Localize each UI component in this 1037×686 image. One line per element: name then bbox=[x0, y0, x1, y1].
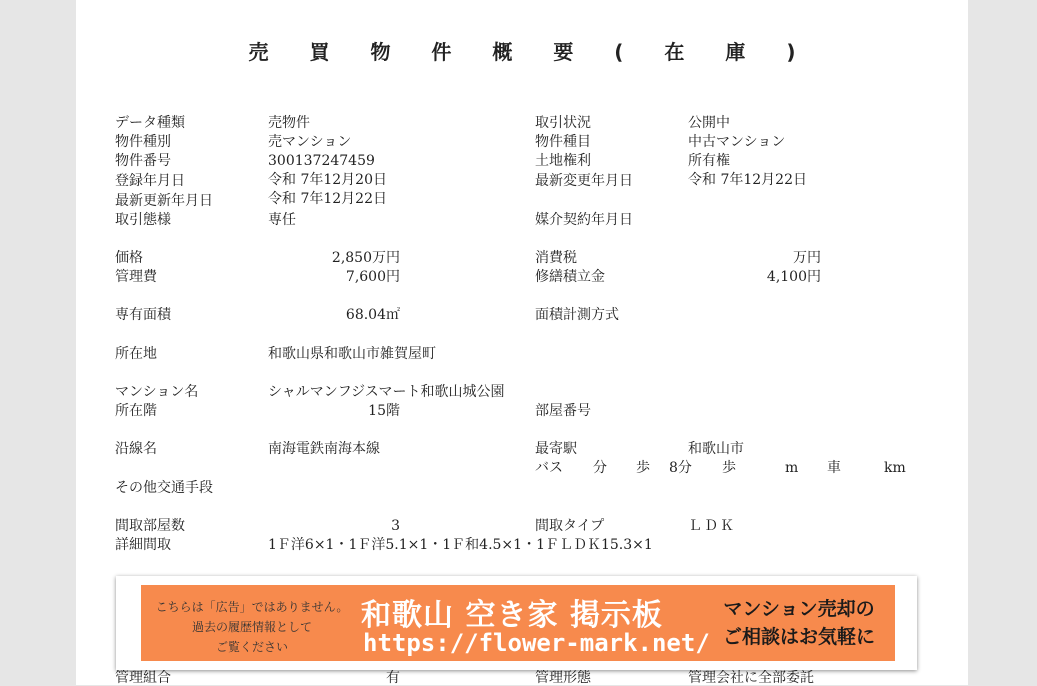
label-bus: バス bbox=[535, 460, 563, 476]
value-exclusive-area: 68.04㎡ bbox=[345, 307, 400, 323]
label-brokerage-date: 媒介契約年月日 bbox=[535, 212, 633, 228]
label-room-count: 間取部屋数 bbox=[115, 518, 185, 534]
value-latest-change-date: 令和 7年12月22日 bbox=[688, 172, 807, 188]
label-layout-detail: 詳細間取 bbox=[115, 537, 171, 553]
label-walk-1: 歩 bbox=[636, 460, 650, 476]
label-repair-reserve: 修繕積立金 bbox=[535, 269, 605, 285]
label-walk-2: 歩 bbox=[722, 460, 736, 476]
value-management-fee: 7,600円 bbox=[345, 269, 400, 285]
label-kilometers: km bbox=[884, 460, 906, 476]
ad-note-line-3: ご覧ください bbox=[215, 640, 288, 654]
label-latest-update-date: 最新更新年月日 bbox=[115, 193, 213, 209]
document-title: 売 買 物 件 概 要 ( 在 庫 ) bbox=[248, 40, 813, 64]
value-land-rights: 所有権 bbox=[688, 153, 730, 169]
label-land-rights: 土地権利 bbox=[535, 153, 591, 169]
ad-url-link[interactable]: https://flower-mark.net/ bbox=[363, 629, 710, 657]
label-price: 価格 bbox=[115, 250, 143, 266]
value-property-kind: 売マンション bbox=[268, 134, 352, 150]
value-room-count: 3 bbox=[391, 518, 400, 534]
label-transaction-status: 取引状況 bbox=[535, 115, 591, 131]
value-registration-date: 令和 7年12月20日 bbox=[268, 172, 387, 188]
value-walk-time: 8分 bbox=[669, 460, 692, 476]
label-management-fee: 管理費 bbox=[115, 269, 157, 285]
value-transaction-mode: 専任 bbox=[268, 212, 296, 228]
label-management-association: 管理組合 bbox=[115, 670, 171, 686]
value-price: 2,850万円 bbox=[331, 250, 400, 266]
label-nearest-station: 最寄駅 bbox=[535, 441, 577, 457]
ad-cta-line-2: ご相談はお気軽に bbox=[722, 626, 875, 648]
label-car: 車 bbox=[827, 460, 841, 476]
value-latest-update-date: 令和 7年12月22日 bbox=[268, 191, 387, 207]
label-property-category: 物件種目 bbox=[535, 134, 591, 150]
value-layout-type: ＬＤＫ bbox=[688, 518, 736, 534]
value-property-number: 300137247459 bbox=[268, 153, 375, 169]
label-room-number: 部屋番号 bbox=[535, 403, 591, 419]
value-location: 和歌山県和歌山市雑賀屋町 bbox=[268, 346, 436, 362]
ad-note bbox=[149, 597, 355, 657]
ad-note-line-1: こちらは「広告」ではありません。 bbox=[155, 600, 349, 614]
value-data-type: 売物件 bbox=[268, 115, 310, 131]
value-layout-detail: 1Ｆ洋6×1・1Ｆ洋5.1×1・1Ｆ和4.5×1・1ＦＬＤＫ15.3×1 bbox=[268, 537, 653, 553]
value-management-form: 管理会社に全部委託 bbox=[688, 670, 814, 686]
label-meters: m bbox=[785, 460, 799, 476]
label-floor: 所在階 bbox=[115, 403, 157, 419]
ad-cta-line-1: マンション売却の bbox=[723, 598, 875, 620]
label-other-transport: その他交通手段 bbox=[115, 480, 213, 496]
ad-call-to-action bbox=[711, 595, 887, 651]
label-property-number: 物件番号 bbox=[115, 153, 171, 169]
label-exclusive-area: 専有面積 bbox=[115, 307, 171, 323]
label-railway-line: 沿線名 bbox=[115, 441, 157, 457]
ad-title: 和歌山 空き家 掲示板 bbox=[361, 598, 663, 633]
label-property-kind: 物件種別 bbox=[115, 134, 171, 150]
value-floor: 15階 bbox=[368, 403, 400, 419]
value-management-association: 有 bbox=[386, 670, 400, 686]
label-management-form: 管理形態 bbox=[535, 670, 591, 686]
label-latest-change-date: 最新変更年月日 bbox=[535, 173, 633, 189]
value-mansion-name: シャルマンフジスマート和歌山城公園 bbox=[268, 384, 505, 400]
value-nearest-station: 和歌山市 bbox=[688, 441, 744, 457]
value-consumption-tax: 万円 bbox=[793, 250, 821, 266]
ad-banner-content[interactable] bbox=[141, 585, 895, 661]
label-layout-type: 間取タイプ bbox=[535, 518, 605, 534]
label-location: 所在地 bbox=[115, 346, 157, 362]
ad-banner[interactable] bbox=[116, 576, 917, 670]
value-property-category: 中古マンション bbox=[688, 134, 786, 150]
label-registration-date: 登録年月日 bbox=[115, 173, 185, 189]
label-bus-minutes: 分 bbox=[593, 460, 607, 476]
value-railway-line: 南海電鉄南海本線 bbox=[268, 441, 380, 457]
ad-note-line-2: 過去の履歴情報として bbox=[191, 620, 312, 634]
label-area-method: 面積計測方式 bbox=[535, 307, 619, 323]
label-data-type: データ種類 bbox=[115, 115, 185, 131]
value-transaction-status: 公開中 bbox=[688, 115, 730, 131]
label-consumption-tax: 消費税 bbox=[535, 250, 577, 266]
label-mansion-name: マンション名 bbox=[115, 384, 199, 400]
label-transaction-mode: 取引態様 bbox=[115, 212, 171, 228]
value-repair-reserve: 4,100円 bbox=[766, 269, 821, 285]
